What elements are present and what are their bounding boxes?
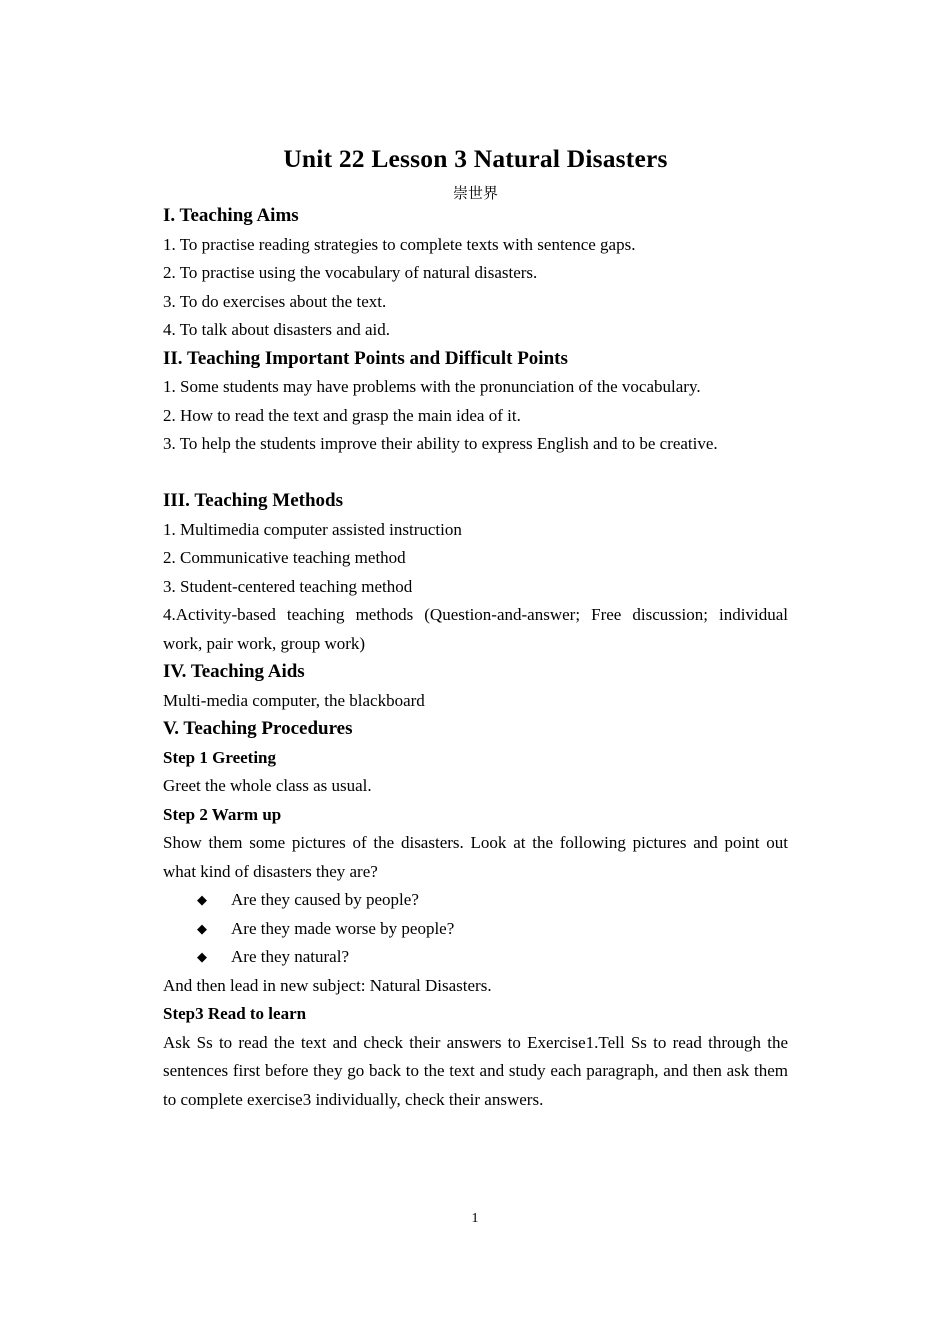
step-3-text: Ask Ss to read the text and check their answers to Exercise1.Tell Ss to read through the sentences first before they go back to the text and study each paragraph, and then ask them to complete exercise3 individually, check their answers. <box>163 1032 788 1109</box>
step-2-intro: Show them some pictures of the disasters. Look at the following pictures and point out what kind of disasters they are? <box>163 833 788 881</box>
step-2-heading: Step 2 Warm up <box>163 804 282 824</box>
teaching-aims-item-2: 2. To practise using the vocabulary of natural disasters. <box>163 263 538 283</box>
diamond-bullet-icon: ◆ <box>197 892 207 908</box>
step-2-bullet-2 <box>197 915 788 944</box>
page-number: 1 <box>471 1211 479 1226</box>
step-2-bullet-3 <box>197 943 788 972</box>
section-heading-teaching-aids: IV. Teaching Aids <box>163 661 305 683</box>
step-1-heading: Step 1 Greeting <box>163 747 277 767</box>
step-2-bullet-1 <box>197 886 788 915</box>
teaching-methods-item-3: 3. Student-centered teaching method <box>163 576 413 596</box>
section-heading-teaching-procedures: V. Teaching Procedures <box>163 718 353 740</box>
teaching-aims-item-1: 1. To practise reading strategies to complete texts with sentence gaps. <box>163 234 636 254</box>
step-3-heading: Step3 Read to learn <box>163 1004 307 1024</box>
step-2-bullet-1-label: Are they caused by people? <box>231 890 419 910</box>
section-heading-teaching-aims: I. Teaching Aims <box>163 205 299 227</box>
important-points-item-2: 2. How to read the text and grasp the main idea of it. <box>163 405 521 425</box>
teaching-aids-text: Multi-media computer, the blackboard <box>163 690 425 710</box>
step-2-bullet-2-label: Are they made worse by people? <box>231 918 455 938</box>
teaching-methods-item-1: 1. Multimedia computer assisted instruction <box>163 519 462 539</box>
step-2-bullet-list <box>163 886 788 972</box>
section-heading-important-points: II. Teaching Important Points and Difficult Points <box>163 347 568 369</box>
step-2-bullet-3-label: Are they natural? <box>231 947 349 967</box>
document-subtitle: 崇世界 <box>452 184 498 203</box>
teaching-methods-item-2: 2. Communicative teaching method <box>163 548 406 568</box>
step-1-text: Greet the whole class as usual. <box>163 776 372 796</box>
important-points-item-1: 1. Some students may have problems with the pronunciation of the vocabulary. <box>163 377 701 397</box>
diamond-bullet-icon: ◆ <box>197 949 207 965</box>
document-title: Unit 22 Lesson 3 Natural Disasters <box>283 144 668 173</box>
section-heading-teaching-methods: III. Teaching Methods <box>163 490 344 512</box>
diamond-bullet-icon: ◆ <box>197 920 207 936</box>
teaching-aims-item-3: 3. To do exercises about the text. <box>163 291 387 311</box>
teaching-aims-item-4: 4. To talk about disasters and aid. <box>163 320 391 340</box>
teaching-methods-item-4: 4.Activity-based teaching methods (Question-and-answer; Free discussion; individual work, pair work, group work) <box>163 605 788 653</box>
step-2-outro: And then lead in new subject: Natural Disasters. <box>163 975 492 995</box>
document-body <box>163 0 788 1114</box>
important-points-item-3: 3. To help the students improve their ability to express English and to be creative. <box>163 434 718 454</box>
